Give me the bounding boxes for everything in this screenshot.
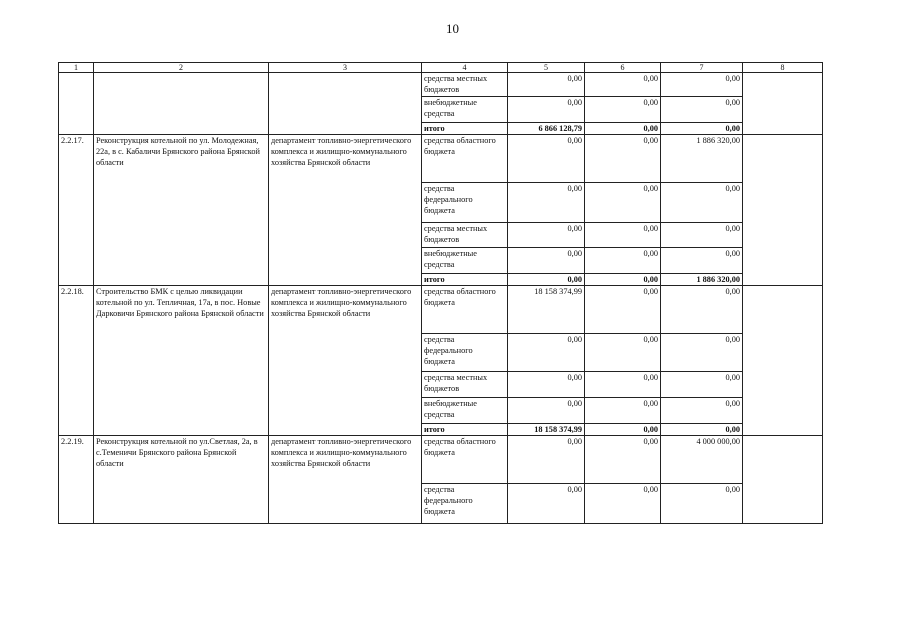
- value-col5: 18 158 374,99: [508, 424, 585, 436]
- value-col5: 18 158 374,99: [508, 286, 585, 334]
- value-col6: 0,00: [585, 183, 661, 223]
- value-col5: 0,00: [508, 223, 585, 248]
- value-col6: 0,00: [585, 248, 661, 274]
- value-col6: 0,00: [585, 372, 661, 398]
- column-header: 5: [508, 63, 585, 73]
- funding-source: средства областного бюджета: [422, 135, 508, 183]
- value-col7: 0,00: [661, 223, 743, 248]
- value-col6: 0,00: [585, 274, 661, 286]
- value-col6: 0,00: [585, 436, 661, 484]
- value-col7: 1 886 320,00: [661, 274, 743, 286]
- value-col6: 0,00: [585, 73, 661, 97]
- budget-table: [58, 62, 823, 524]
- value-col5: 0,00: [508, 73, 585, 97]
- value-col7: 0,00: [661, 183, 743, 223]
- column-header: 1: [59, 63, 94, 73]
- value-col5: 0,00: [508, 372, 585, 398]
- funding-source: средства федерального бюджета: [422, 484, 508, 524]
- value-col7: 0,00: [661, 248, 743, 274]
- funding-source: средства областного бюджета: [422, 286, 508, 334]
- column-header: 3: [269, 63, 422, 73]
- value-col5: 0,00: [508, 334, 585, 372]
- item-name: Реконструкция котельной по ул.Светлая, 2а, в с.Теменичи Брянского района Брянской области: [94, 436, 269, 524]
- funding-source: средства местных бюджетов: [422, 372, 508, 398]
- empty-cell: [743, 286, 823, 436]
- funding-source: итого: [422, 424, 508, 436]
- value-col6: 0,00: [585, 97, 661, 123]
- funding-source: итого: [422, 123, 508, 135]
- column-number-row: [59, 63, 823, 73]
- empty-cell: [743, 135, 823, 286]
- empty-cell: [743, 73, 823, 135]
- table-row: [59, 286, 823, 334]
- table-row: [59, 73, 823, 97]
- value-col6: 0,00: [585, 484, 661, 524]
- empty-cell: [94, 73, 269, 135]
- item-executor: департамент топливно-энергетического комплекса и жилищно-коммунального хозяйства Брянской области: [269, 436, 422, 524]
- value-col7: 0,00: [661, 123, 743, 135]
- value-col7: 4 000 000,00: [661, 436, 743, 484]
- item-executor: департамент топливно-энергетического комплекса и жилищно-коммунального хозяйства Брянской области: [269, 286, 422, 436]
- value-col5: 0,00: [508, 398, 585, 424]
- table-row: [59, 436, 823, 484]
- empty-cell: [743, 436, 823, 524]
- value-col6: 0,00: [585, 424, 661, 436]
- value-col6: 0,00: [585, 398, 661, 424]
- value-col6: 0,00: [585, 223, 661, 248]
- value-col5: 0,00: [508, 248, 585, 274]
- value-col7: 1 886 320,00: [661, 135, 743, 183]
- value-col7: 0,00: [661, 484, 743, 524]
- empty-cell: [269, 73, 422, 135]
- value-col5: 0,00: [508, 436, 585, 484]
- item-name: Строительство БМК с целью ликвидации котельной по ул. Тепличная, 17а, в пос. Новые Дарковичи Брянского района Брянской области: [94, 286, 269, 436]
- value-col7: 0,00: [661, 286, 743, 334]
- value-col5: 0,00: [508, 274, 585, 286]
- value-col6: 0,00: [585, 123, 661, 135]
- value-col5: 0,00: [508, 97, 585, 123]
- column-header: 7: [661, 63, 743, 73]
- funding-source: внебюджетные средства: [422, 398, 508, 424]
- funding-source: итого: [422, 274, 508, 286]
- value-col7: 0,00: [661, 73, 743, 97]
- funding-source: средства местных бюджетов: [422, 223, 508, 248]
- value-col5: 0,00: [508, 484, 585, 524]
- column-header: 4: [422, 63, 508, 73]
- item-code: 2.2.17.: [59, 135, 94, 286]
- item-code: 2.2.18.: [59, 286, 94, 436]
- value-col6: 0,00: [585, 135, 661, 183]
- value-col5: 0,00: [508, 183, 585, 223]
- value-col7: 0,00: [661, 97, 743, 123]
- funding-source: средства областного бюджета: [422, 436, 508, 484]
- page-number: 10: [446, 21, 459, 36]
- column-header: 2: [94, 63, 269, 73]
- funding-source: средства федерального бюджета: [422, 183, 508, 223]
- column-header: 8: [743, 63, 823, 73]
- value-col6: 0,00: [585, 286, 661, 334]
- item-code: 2.2.19.: [59, 436, 94, 524]
- funding-source: внебюджетные средства: [422, 248, 508, 274]
- funding-source: средства местных бюджетов: [422, 73, 508, 97]
- column-header: 6: [585, 63, 661, 73]
- value-col5: 0,00: [508, 135, 585, 183]
- table-row: [59, 135, 823, 183]
- value-col5: 6 866 128,79: [508, 123, 585, 135]
- value-col7: 0,00: [661, 424, 743, 436]
- value-col7: 0,00: [661, 372, 743, 398]
- empty-cell: [59, 73, 94, 135]
- funding-source: средства федерального бюджета: [422, 334, 508, 372]
- funding-source: внебюджетные средства: [422, 97, 508, 123]
- item-executor: департамент топливно-энергетического комплекса и жилищно-коммунального хозяйства Брянской области: [269, 135, 422, 286]
- value-col7: 0,00: [661, 398, 743, 424]
- value-col6: 0,00: [585, 334, 661, 372]
- value-col7: 0,00: [661, 334, 743, 372]
- item-name: Реконструкция котельной по ул. Молодежная, 22а, в с. Кабаличи Брянского района Брянской области: [94, 135, 269, 286]
